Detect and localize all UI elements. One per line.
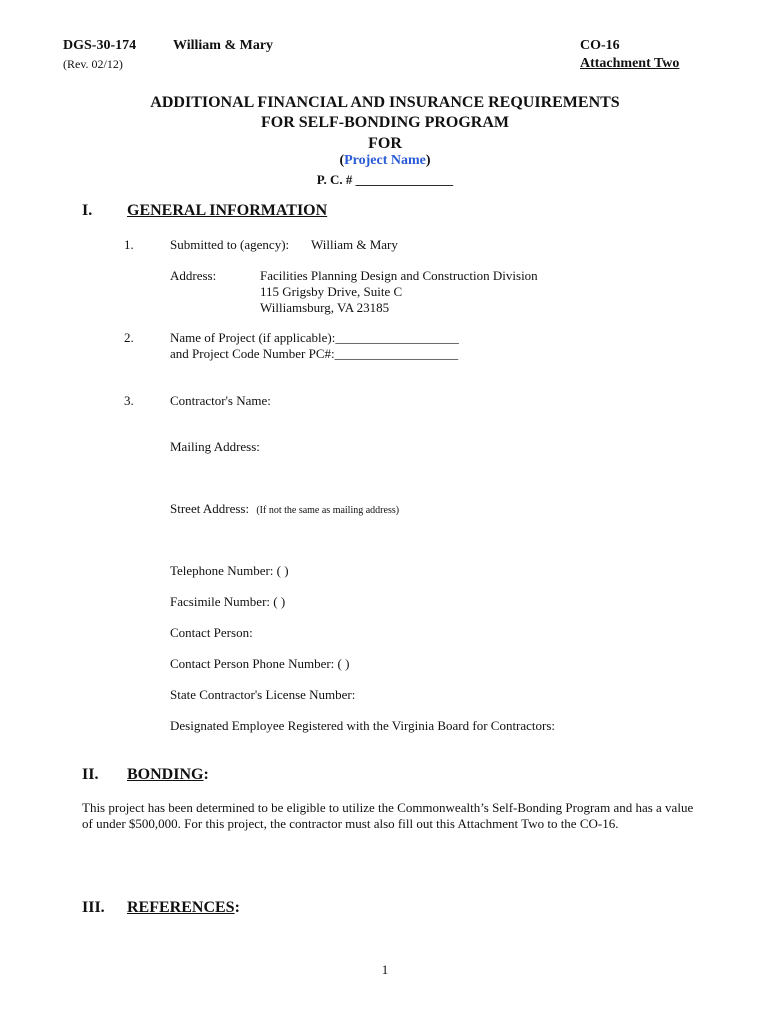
project-name-close-paren: ) [425, 153, 431, 168]
pc-number-field[interactable]: P. C. # _______________ [316, 172, 454, 187]
item2-number: 2. [124, 330, 134, 345]
section2-numeral: II. [82, 766, 99, 783]
section3-heading: REFERENCES [127, 899, 235, 916]
street-address-label: Street Address: [170, 501, 250, 516]
street-address-note: (If not the same as mailing address) [256, 505, 400, 516]
form-code: CO-16 [580, 38, 620, 53]
contact-person-field[interactable]: Contact Person: [170, 625, 253, 640]
item1-number: 1. [124, 237, 134, 252]
page-number: 1 [381, 962, 389, 977]
section3-colon: : [234, 899, 240, 916]
document-title-line1: ADDITIONAL FINANCIAL AND INSURANCE REQUIREMENTS [150, 94, 620, 111]
document-title-line3: FOR [368, 135, 402, 152]
section1-numeral: I. [82, 202, 93, 219]
address-label: Address: [170, 268, 217, 283]
project-name-blank[interactable]: Name of Project (if applicable):___________________ [170, 330, 459, 345]
bonding-paragraph: This project has been determined to be eligible to utilize the Commonwealth’s Self-Bonding Program and has a value of under $500,000. For this project, the contractor must also fill out this Attachment Two to the CO-16. [82, 800, 694, 831]
submitted-to-value: William & Mary [311, 237, 398, 252]
facsimile-field[interactable]: Facsimile Number: ( ) [170, 594, 286, 609]
document-title-line2: FOR SELF-BONDING PROGRAM [261, 114, 509, 131]
address-line-2: 115 Grigsby Drive, Suite C [260, 284, 403, 299]
telephone-field[interactable]: Telephone Number: ( ) [170, 563, 289, 578]
contractor-name-field[interactable]: Contractor's Name: [170, 393, 271, 408]
address-line-3: Williamsburg, VA 23185 [260, 300, 390, 315]
designated-employee-field[interactable]: Designated Employee Registered with the Virginia Board for Contractors: [170, 718, 556, 733]
address-line-1: Facilities Planning Design and Construction Division [260, 268, 538, 283]
item3-number: 3. [124, 393, 134, 408]
project-name-line [0, 153, 770, 169]
section2-heading-wrap [127, 766, 209, 784]
attachment-label: Attachment Two [580, 56, 680, 71]
submitted-to-label: Submitted to (agency): [170, 237, 290, 252]
contact-phone-field[interactable]: Contact Person Phone Number: ( ) [170, 656, 350, 671]
mailing-address-field[interactable]: Mailing Address: [170, 439, 260, 454]
project-name-field[interactable]: Project Name [344, 153, 426, 168]
license-number-field[interactable]: State Contractor's License Number: [170, 687, 356, 702]
section3-numeral: III. [82, 899, 105, 916]
section3-heading-wrap [127, 899, 240, 917]
project-name-open-paren: ( [339, 153, 345, 168]
street-address-field[interactable] [170, 501, 399, 517]
section1-heading: GENERAL INFORMATION [127, 202, 328, 219]
form-number: DGS-30-174 [63, 38, 137, 53]
section2-heading: BONDING [127, 766, 204, 783]
section2-colon: : [203, 766, 209, 783]
institution-name: William & Mary [173, 38, 274, 53]
revision-date: (Rev. 02/12) [63, 57, 123, 71]
project-code-blank[interactable]: and Project Code Number PC#:___________________ [170, 346, 459, 361]
